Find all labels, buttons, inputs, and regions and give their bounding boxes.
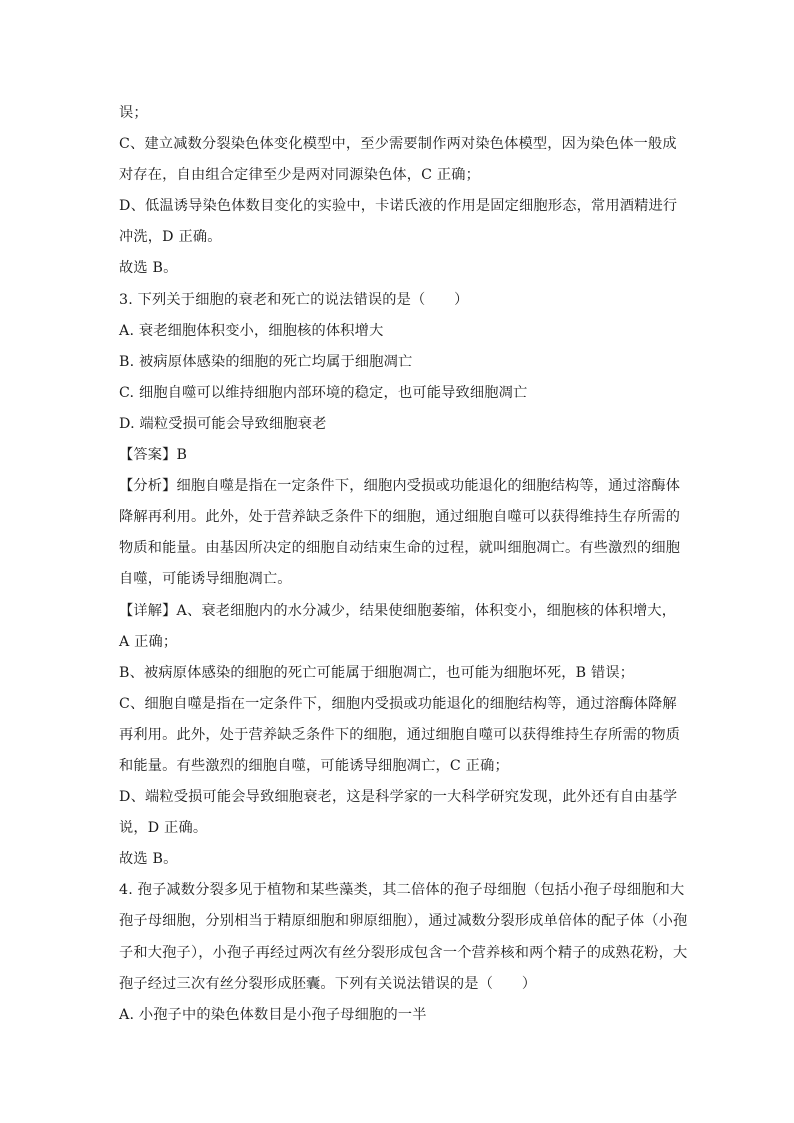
text-line: 子和大孢子），小孢子再经过两次有丝分裂形成包含一个营养核和两个精子的成熟花粉，大: [119, 944, 688, 961]
question-3-analysis: 【分析】细胞自噬是指在一定条件下，细胞内受损或功能退化的细胞结构等，通过溶酶体: [119, 478, 681, 495]
text-line: 再利用。此外，处于营养缺乏条件下的细胞，通过细胞自噬可以获得维持生存所需的物质: [119, 726, 681, 743]
text-line: 孢子母细胞，分别相当于精原细胞和卵原细胞），通过减数分裂形成单倍体的配子体（小孢: [119, 913, 688, 930]
question-3-answer: 【答案】B: [119, 447, 188, 464]
text-line: 对存在，自由组合定律至少是两对同源染色体，C 正确；: [119, 167, 481, 184]
text-line: 说，D 正确。: [119, 820, 208, 837]
text-line: 自噬，可能诱导细胞凋亡。: [119, 571, 292, 588]
text-line: 误；: [119, 105, 148, 121]
question-3-explanation: 【详解】A、衰老细胞内的水分减少，结果使细胞萎缩，体积变小，细胞核的体积增大，: [119, 602, 677, 619]
text-line: D、端粒受损可能会导致细胞衰老，这是科学家的一大科学研究发现，此外还有自由基学: [119, 789, 678, 806]
text-line: 和能量。有些激烈的细胞自噬，可能诱导细胞凋亡，C 正确；: [119, 757, 509, 774]
text-line: 物质和能量。由基因所决定的细胞自动结束生命的过程，就叫细胞凋亡。有些激烈的细胞: [119, 540, 681, 557]
text-line: 降解再利用。此外，处于营养缺乏条件下的细胞，通过细胞自噬可以获得维持生存所需的: [119, 509, 681, 526]
question-3-stem: 3. 下列关于细胞的衰老和死亡的说法错误的是（ ）: [119, 291, 469, 308]
question-3-option-a: A. 衰老细胞体积变小，细胞核的体积增大: [119, 322, 384, 339]
document-body: [119, 100, 688, 1033]
text-line: 冲洗，D 正确。: [119, 229, 222, 246]
question-3-option-d: D. 端粒受损可能会导致细胞衰老: [119, 415, 327, 432]
question-3-option-c: C. 细胞自噬可以维持细胞内部环境的稳定，也可能导致细胞凋亡: [119, 384, 528, 401]
text-line: D、低温诱导染色体数目变化的实验中，卡诺氏液的作用是固定细胞形态，常用酒精进行: [119, 198, 678, 215]
text-line: C、细胞自噬是指在一定条件下，细胞内受损或功能退化的细胞结构等，通过溶酶体降解: [119, 695, 677, 712]
text-line: C、建立减数分裂染色体变化模型中，至少需要制作两对染色体模型，因为染色体一般成: [119, 136, 677, 153]
text-line: 孢子经过三次有丝分裂形成胚囊。下列有关说法错误的是（ ）: [119, 975, 537, 992]
text-line: A 正确；: [119, 633, 178, 650]
question-4-option-a: A. 小孢子中的染色体数目是小孢子母细胞的一半: [119, 1006, 427, 1023]
question-3-option-b: B. 被病原体感染的细胞的死亡均属于细胞凋亡: [119, 353, 413, 370]
question-4-stem: 4. 孢子减数分裂多见于植物和某些藻类，其二倍体的孢子母细胞（包括小孢子母细胞和大: [119, 882, 685, 899]
text-line: B、被病原体感染的细胞的死亡可能属于细胞凋亡，也可能为细胞坏死，B 错误；: [119, 664, 635, 681]
text-line: 故选 B。: [119, 851, 178, 868]
text-line: 故选 B。: [119, 260, 178, 277]
